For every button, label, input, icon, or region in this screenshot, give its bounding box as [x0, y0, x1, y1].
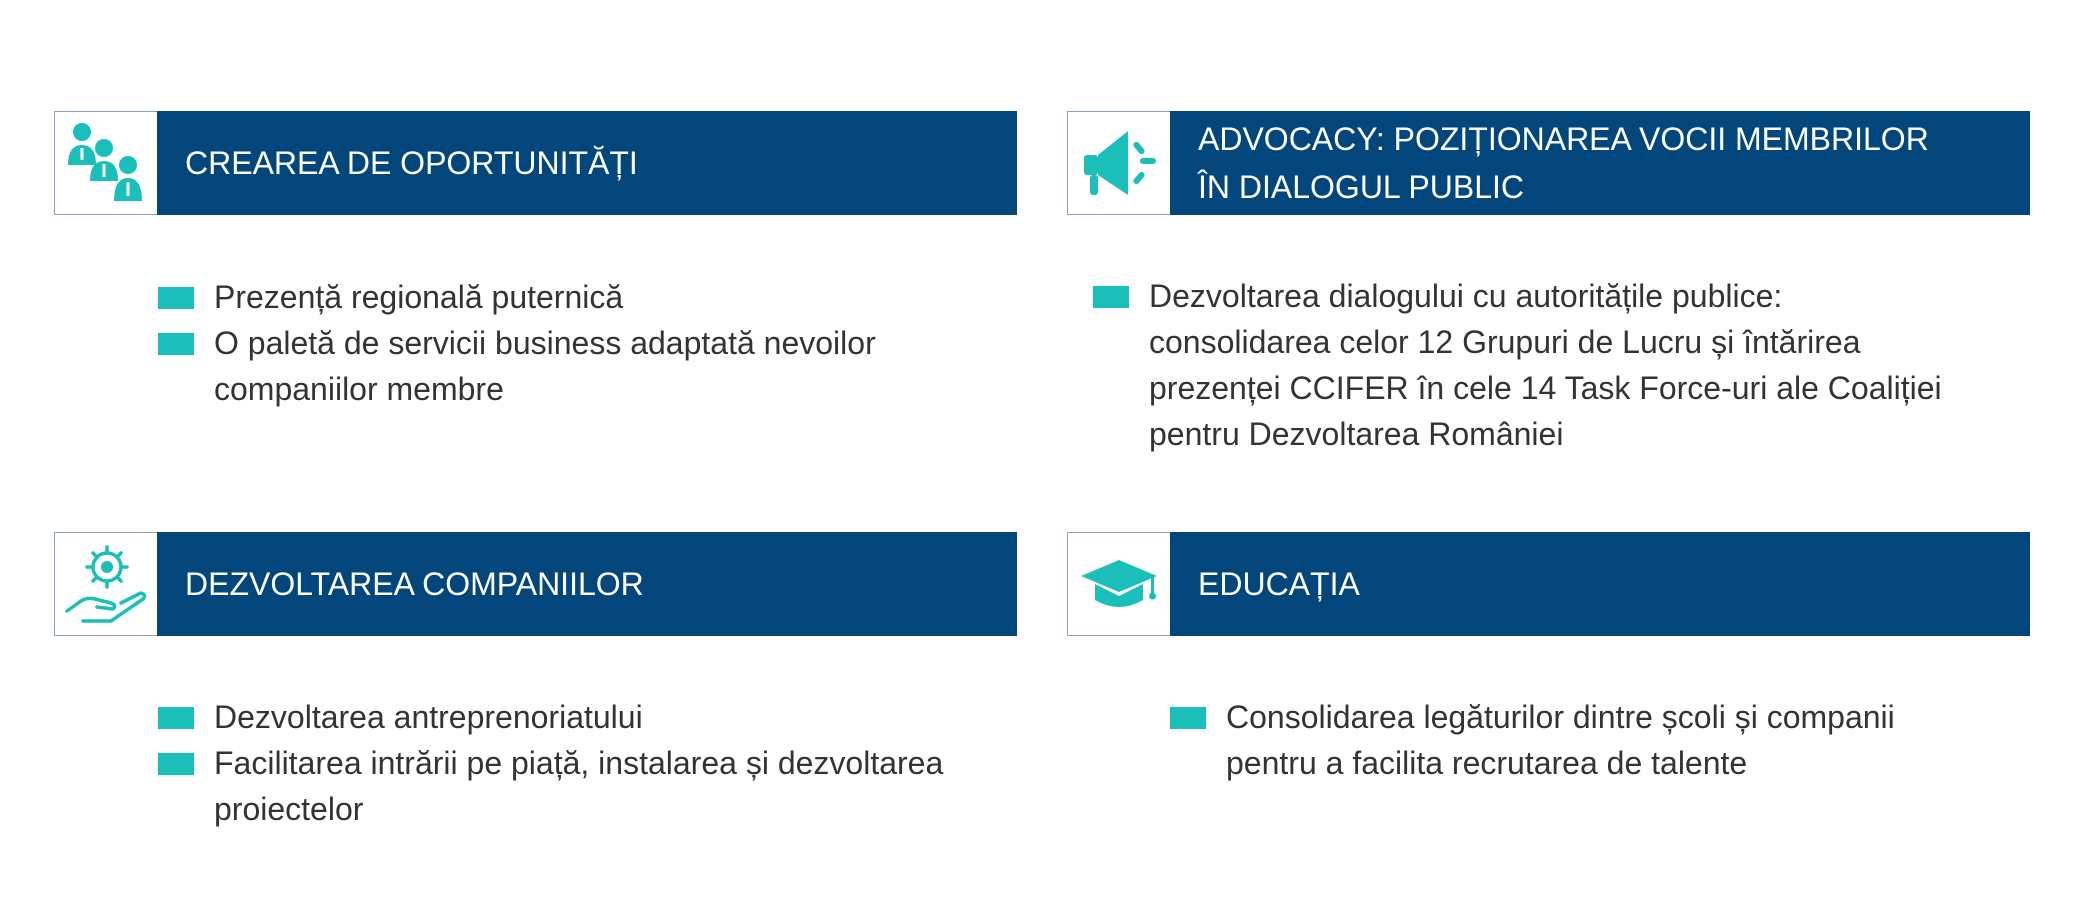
section-title: EDUCAȚIA	[1170, 532, 2030, 636]
section-header-educatia	[1067, 532, 2030, 636]
section-bullet-list	[158, 274, 998, 412]
bullet-square-icon	[158, 333, 194, 355]
business-people-icon	[66, 121, 146, 205]
graduation-cap-icon	[1079, 556, 1159, 612]
list-item: Dezvoltarea antreprenoriatului	[158, 694, 1018, 740]
section-icon-box	[1067, 111, 1170, 215]
megaphone-icon	[1078, 125, 1160, 201]
bullet-square-icon	[158, 753, 194, 775]
section-bullet-list	[1093, 273, 1953, 457]
section-title: ADVOCACY: POZIȚIONAREA VOCII MEMBRILOR ÎN DIALOGUL PUBLIC	[1170, 111, 2030, 215]
section-title: CREAREA DE OPORTUNITĂȚI	[157, 111, 1017, 215]
list-item: Dezvoltarea dialogului cu autoritățile publice: consolidarea celor 12 Grupuri de Lucru și întărirea prezenței CCIFER în cele 14 Task Force-uri ale Coaliției pentru Dezvoltarea României	[1093, 273, 1953, 457]
bullet-square-icon	[1093, 286, 1129, 308]
gear-hand-icon	[63, 541, 149, 627]
list-item: O paletă de servicii business adaptată nevoilor companiilor membre	[158, 320, 998, 412]
section-bullet-list	[1170, 694, 1970, 786]
bullet-square-icon	[158, 707, 194, 729]
section-icon-box	[54, 111, 157, 215]
section-icon-box	[1067, 532, 1170, 636]
bullet-square-icon	[158, 287, 194, 309]
bullet-square-icon	[1170, 707, 1206, 729]
list-item: Facilitarea intrării pe piață, instalarea și dezvoltarea proiectelor	[158, 740, 1018, 832]
section-title: DEZVOLTAREA COMPANIILOR	[157, 532, 1017, 636]
section-icon-box	[54, 532, 157, 636]
list-item: Prezență regională puternică	[158, 274, 998, 320]
section-header-oportunitati	[54, 111, 1017, 215]
list-item: Consolidarea legăturilor dintre școli și companii pentru a facilita recrutarea de talente	[1170, 694, 1970, 786]
section-header-advocacy	[1067, 111, 2030, 215]
section-header-dezvoltarea	[54, 532, 1017, 636]
section-bullet-list	[158, 694, 1018, 832]
